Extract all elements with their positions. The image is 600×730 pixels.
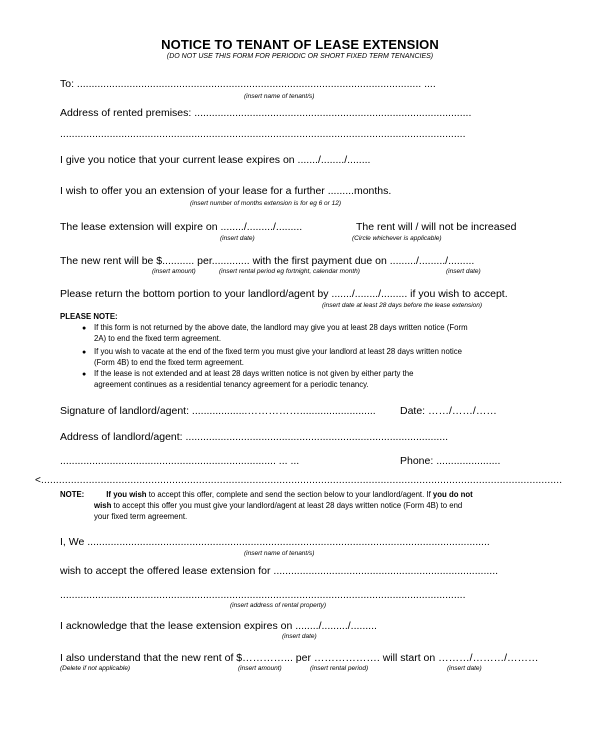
to-line: To: ...................................................................................................................... .... bbox=[60, 78, 436, 90]
bullet-icon: ● bbox=[82, 349, 87, 356]
return-hint: (insert date at least 28 days before the lease extension) bbox=[322, 302, 483, 309]
landlord-address-line-2: .......................................................................... ... ... bbox=[60, 455, 300, 467]
accept-line: wish to accept the offered lease extension for ............................................................................. bbox=[60, 565, 499, 577]
date-line: Date: ……/……/…… bbox=[400, 405, 497, 417]
offer-hint: (insert number of months extension is for eg 6 or 12) bbox=[190, 200, 342, 207]
rent-will-hint: (Circle whichever is applicable) bbox=[352, 235, 442, 242]
understand-hint-period: (insert rental period) bbox=[310, 665, 369, 672]
acknowledge-hint: (insert date) bbox=[282, 633, 317, 640]
iwe-hint: (insert name of tenant/s) bbox=[244, 550, 315, 557]
bullet-3-line-1: If the lease is not extended and at least 28 days written notice is not given by either party the bbox=[94, 369, 414, 378]
bullet-3-line-2: agreement continues as a residential tenancy agreement for a periodic tenancy. bbox=[94, 380, 369, 389]
bullet-icon: ● bbox=[82, 371, 87, 378]
note-paragraph-line-3: your fixed term agreement. bbox=[94, 512, 188, 521]
understand-line: I also understand that the new rent of $…………... per ………………. will start on ………/………/……… bbox=[60, 652, 539, 664]
return-line: Please return the bottom portion to your landlord/agent by ......./......../......... if you wish to accept. bbox=[60, 288, 508, 300]
bullet-2-line-1: If you wish to vacate at the end of the fixed term you must give your landlord at least 28 days written notice bbox=[94, 347, 462, 356]
bullet-1-line-2: 2A) to end the fixed term agreement. bbox=[94, 334, 221, 343]
note-wish: wish bbox=[94, 501, 112, 510]
accept-line-2: ........................................................................................................................................... bbox=[60, 589, 466, 601]
bullet-1-line-1: If this form is not returned by the above date, the landlord may give you at least 28 days written notice (Form bbox=[94, 323, 468, 332]
phone-line: Phone: ...................... bbox=[400, 455, 501, 467]
note-text-2: to accept this offer you must give your landlord/agent at least 28 days written notice (Form 4B) to end bbox=[111, 501, 463, 510]
to-hint: (insert name of tenant/s) bbox=[244, 93, 315, 100]
iwe-line: I, We .......................................................................................................................................... bbox=[60, 536, 490, 548]
understand-hint-amount: (insert amount) bbox=[238, 665, 282, 672]
landlord-address-line: Address of landlord/agent: .......................................................................................... bbox=[60, 431, 449, 443]
acknowledge-line: I acknowledge that the lease extension expires on ......../........./......... bbox=[60, 620, 377, 632]
expire-line: The lease extension will expire on ......../........./......... bbox=[60, 221, 303, 233]
bullet-2-line-2: (Form 4B) to end the fixed term agreement. bbox=[94, 358, 244, 367]
understand-hint-na: (Delete if not applicable) bbox=[60, 665, 131, 672]
expire-hint: (insert date) bbox=[220, 235, 255, 242]
notice-line: I give you notice that your current lease expires on ......./......../........ bbox=[60, 154, 371, 166]
form-title: NOTICE TO TENANT OF LEASE EXTENSION bbox=[161, 37, 439, 52]
new-rent-hint-amount: (insert amount) bbox=[152, 268, 196, 275]
note-you-do-not: you do not bbox=[432, 490, 473, 499]
new-rent-hint-period: (insert rental period eg fortnight, calendar month) bbox=[219, 268, 360, 275]
rent-will-line: The rent will / will not be increased bbox=[356, 221, 517, 233]
offer-line: I wish to offer you an extension of your lease for a further .........months. bbox=[60, 185, 392, 197]
form-subtitle: (DO NOT USE THIS FORM FOR PERIODIC OR SHORT FIXED TERM TENANCIES) bbox=[166, 53, 434, 60]
new-rent-line: The new rent will be $........... per............. with the first payment due on ........./........./......... bbox=[60, 255, 475, 267]
understand-hint-date: (insert date) bbox=[447, 665, 482, 672]
please-note-label: PLEASE NOTE: bbox=[60, 312, 118, 321]
note-text-1: to accept this offer, complete and send the section below to your landlord/agent. If bbox=[146, 490, 433, 499]
note-paragraph-line-1 bbox=[60, 490, 473, 501]
new-rent-hint-date: (insert date) bbox=[446, 268, 481, 275]
note-label: NOTE: bbox=[60, 490, 85, 499]
address-line: Address of rented premises: ............................................................................................... bbox=[60, 107, 472, 119]
address-line-2: ........................................................................................................................................... bbox=[60, 128, 466, 140]
accept-hint: (insert address of rental property) bbox=[230, 602, 327, 609]
note-paragraph-line-2 bbox=[94, 501, 462, 512]
cut-line: <............................................................................................................................................................................... bbox=[35, 475, 563, 486]
bullet-icon: ● bbox=[82, 325, 87, 332]
signature-line: Signature of landlord/agent: ...................…………….......................... bbox=[60, 405, 376, 417]
note-if-you-wish: If you wish bbox=[106, 490, 147, 499]
